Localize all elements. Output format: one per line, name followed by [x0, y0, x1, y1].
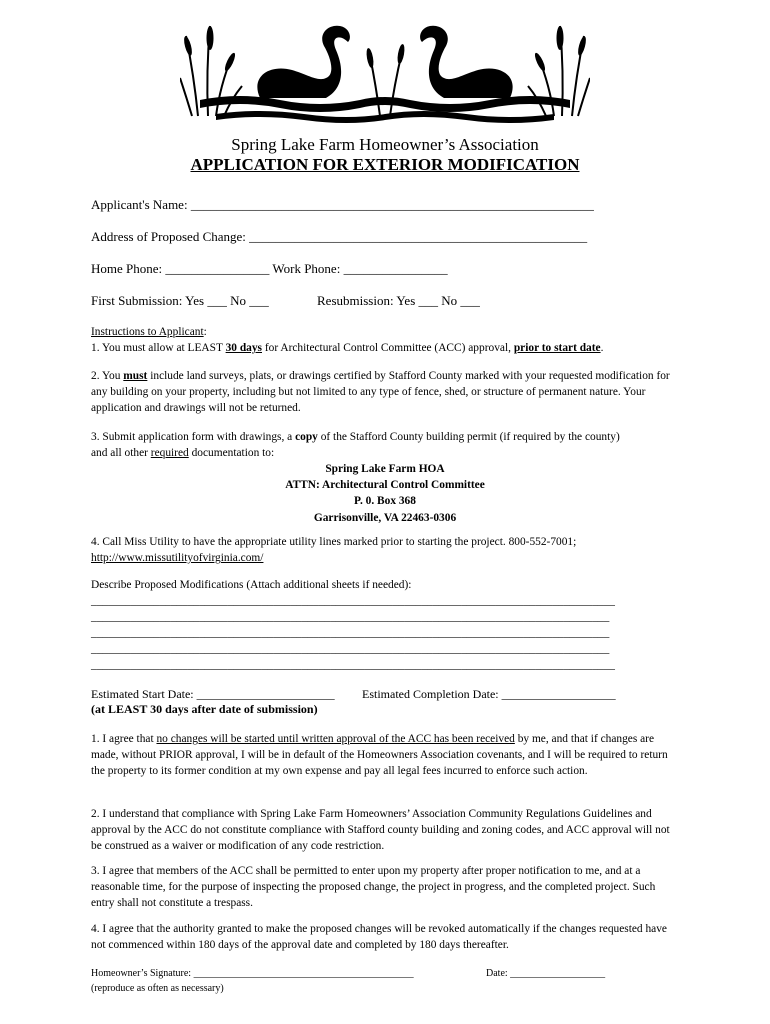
instruction-item-3: 3. Submit application form with drawings, a copy of the Stafford County building permit (if required by the county) and all other required documentation to: [91, 431, 620, 460]
modification-line[interactable]: ___________________________________________________________________________________________ [91, 627, 610, 639]
estimated-start-date-field[interactable]: Estimated Start Date: _______________________ [91, 687, 335, 701]
estimated-completion-date-field[interactable]: Estimated Completion Date: ___________________ [362, 687, 616, 701]
address-field[interactable]: Address of Proposed Change: ____________________________________________________ [91, 229, 588, 244]
signature-date-field[interactable]: Date: ___________________ [486, 968, 606, 979]
address-line: Spring Lake Farm HOA [325, 463, 445, 475]
address-line: Garrisonville, VA 22463-0306 [313, 511, 457, 524]
modifications-label: Describe Proposed Modifications (Attach additional sheets if needed): [91, 579, 412, 591]
modification-line[interactable]: ____________________________________________________________________________________________ [91, 595, 615, 607]
address-line: ATTN: Architectural Control Committee [285, 479, 485, 492]
agreement-1: 1. I agree that no changes will be started until written approval of the ACC has been received by me, and that if changes are made, without PRIOR approval, I will be in default of the Homeowners Association covenants, and I will be required to return the property to its former condition at my own expense and pay all legal fees incurred to enforce such action. [91, 733, 668, 778]
organization-name: Spring Lake Farm Homeowner’s Association [231, 135, 539, 154]
phone-fields[interactable]: Home Phone: ________________ Work Phone: ________________ [91, 261, 448, 276]
reproduce-note: (reproduce as often as necessary) [91, 983, 224, 994]
instruction-item-1: 1. You must allow at LEAST 30 days for Architectural Control Committee (ACC) approval, prior to start date. [91, 342, 604, 355]
agreement-4: 4. I agree that the authority granted to make the proposed changes will be revoked automatically if the changes requested have not commenced within 180 days of the approval date and completed by 180 days thereafter. [91, 923, 667, 952]
instruction-item-2: 2. You must include land surveys, plats, or drawings certified by Stafford County marked with your requested modification for any building on your property, including but not limited to any type of fence, shed, or structure of permanent nature. Your application and drawings will not be returned. [91, 370, 670, 415]
applicant-name-field[interactable]: Applicant's Name: ______________________________________________________________ [91, 197, 594, 212]
instructions-heading: Instructions to Applicant: [91, 326, 207, 338]
first-submission-field[interactable]: First Submission: Yes ___ No ___ [91, 293, 269, 308]
modification-line[interactable]: ___________________________________________________________________________________________ [91, 643, 610, 655]
form-title: APPLICATION FOR EXTERIOR MODIFICATION [190, 155, 580, 174]
swans-and-cattails-logo-icon [180, 16, 590, 128]
modification-line[interactable]: ___________________________________________________________________________________________ [91, 611, 610, 623]
address-line: P. 0. Box 368 [354, 495, 416, 508]
instructions-block [91, 324, 681, 356]
agreement-2: 2. I understand that compliance with Spring Lake Farm Homeowners’ Association Community Regulations Guidelines and approval by the ACC do not constitute compliance with Stafford county building and zoning codes, and ACC approval will not be construed as a waiver or modification of any code restriction. [91, 808, 670, 853]
homeowner-signature-field[interactable]: Homeowner’s Signature: ____________________________________________ [91, 968, 414, 979]
instruction-item-4: 4. Call Miss Utility to have the appropriate utility lines marked prior to starting the project. 800-552-7001; http://www.missutilityofvirginia.com/ [91, 536, 577, 565]
modification-line[interactable]: ____________________________________________________________________________________________ [91, 659, 615, 671]
resubmission-field[interactable]: Resubmission: Yes ___ No ___ [317, 293, 480, 308]
start-date-note: (at LEAST 30 days after date of submission) [91, 702, 318, 716]
miss-utility-link[interactable]: http://www.missutilityofvirginia.com/ [91, 552, 264, 565]
mailing-address [91, 461, 679, 526]
agreement-3: 3. I agree that members of the ACC shall be permitted to enter upon my property after proper notification to me, and at a reasonable time, for the purpose of inspecting the proposed change, the project in progress, and the completed project. Such entry shall not constitute a trespass. [91, 865, 656, 910]
